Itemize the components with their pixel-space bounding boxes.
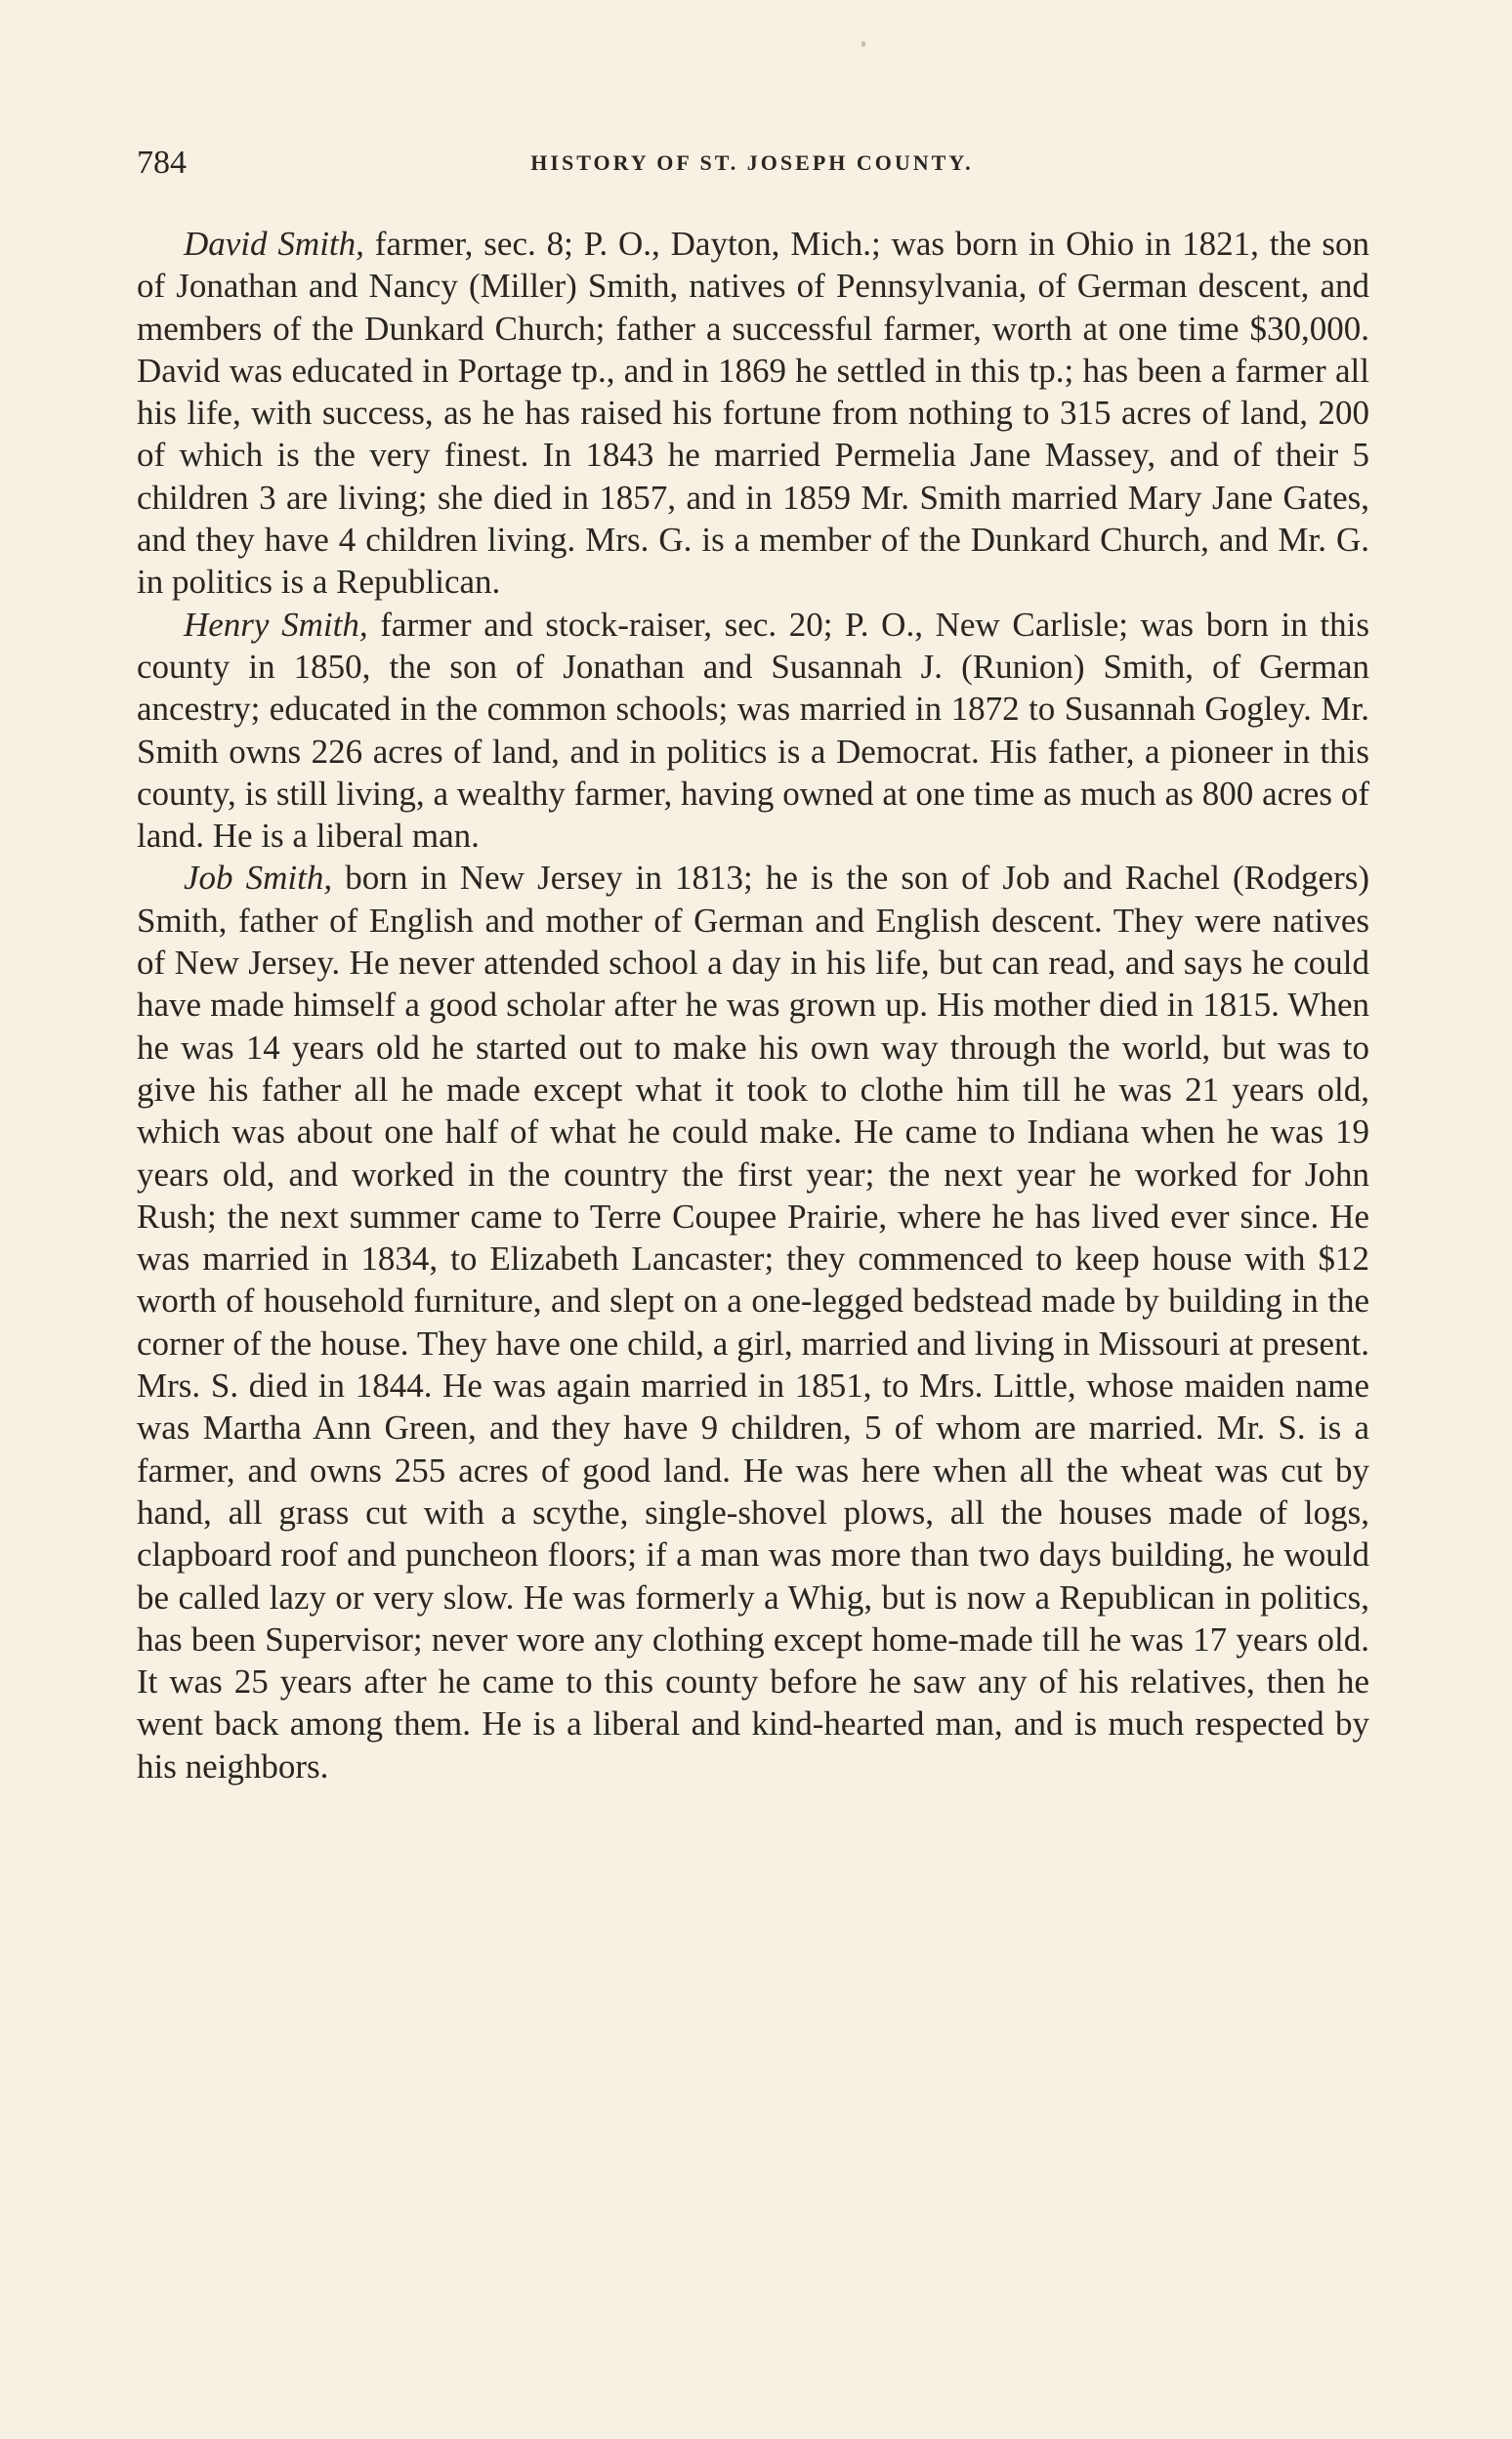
entry-name: Henry Smith,	[184, 605, 368, 644]
page-header	[137, 145, 1367, 184]
entry-text: born in New Jersey in 1813; he is the son of Job and Rachel (Rodgers) Smith, father of English and mother of German and English descent. They were natives of New Jersey. He never attended school a day in his life, but can read, and says he could have made himself a good scholar after he was grown up. His mother died in 1815. When he was 14 years old he started out to make his own way through the world, but was to give his father all he made except what it took to clothe him till he was 21 years old, which was about one half of what he could make. He came to Indiana when he was 19 years old, and worked in the country the first year; the next year he worked for John Rush; the next summer came to Terre Coupee Prairie, where he has lived ever since. He was married in 1834, to Elizabeth Lancaster; they commenced to keep house with $12 worth of household furniture, and slept on a one-legged bedstead made by building in the corner of the house. They have one child, a girl, married and living in Missouri at present. Mrs. S. died in 1844. He was again married in 1851, to Mrs. Little, whose maiden name was Martha Ann Green, and they have 9 children, 5 of whom are married. Mr. S. is a farmer, and owns 255 acres of good land. He was here when all the wheat was cut by hand, all grass cut with a scythe, single-shovel plows, all the houses made of logs, clapboard roof and puncheon floors; if a man was more than two days building, he would be called lazy or very slow. He was formerly a Whig, but is now a Republican in politics, has been Supervisor; never wore any clothing except home-made till he was 17 years old. It was 25 years after he came to this county before he saw any of his relatives, then he went back among them. He is a liberal and kind-hearted man, and is much respected by his neighbors.	[137, 859, 1370, 1786]
biography-entry-henry-smith	[137, 604, 1369, 858]
entry-text: farmer, sec. 8; P. O., Dayton, Mich.; was born in Ohio in 1821, the son of Jonathan and Nancy (Miller) Smith, natives of Pennsylvania, of German descent, and members of the Dunkard Church; father a successful farmer, worth at one time $30,000. David was educated in Portage tp., and in 1869 he settled in this tp.; has been a farmer all his life, with success, as he has raised his fortune from nothing to 315 acres of land, 200 of which is the very finest. In 1843 he married Permelia Jane Massey, and of their 5 children 3 are living; she died in 1857, and in 1859 Mr. Smith married Mary Jane Gates, and they have 4 children living. Mrs. G. is a member of the Dunkard Church, and Mr. G. in politics is a Republican.	[137, 225, 1369, 602]
entry-name: Job Smith,	[184, 859, 333, 898]
page-body	[137, 223, 1369, 1787]
entry-text: farmer and stock-raiser, sec. 20; P. O., New Carlisle; was born in this county in 1850, the son of Jonathan and Susannah J. (Runion) Smith, of German ancestry; educated in the common schools; was married in 1872 to Susannah Gogley. Mr. Smith owns 226 acres of land, and in politics is a Democrat. His father, a pioneer in this county, is still living, a wealthy farmer, having owned at one time as much as 800 acres of land. He is a liberal man.	[137, 605, 1369, 856]
paper-speck	[861, 41, 865, 47]
biography-entry-david-smith	[137, 223, 1369, 604]
biography-entry-job-smith	[137, 857, 1369, 1787]
running-title: HISTORY OF ST. JOSEPH COUNTY.	[530, 150, 974, 175]
entry-name: David Smith,	[184, 225, 364, 263]
page-number: 784	[137, 145, 187, 181]
